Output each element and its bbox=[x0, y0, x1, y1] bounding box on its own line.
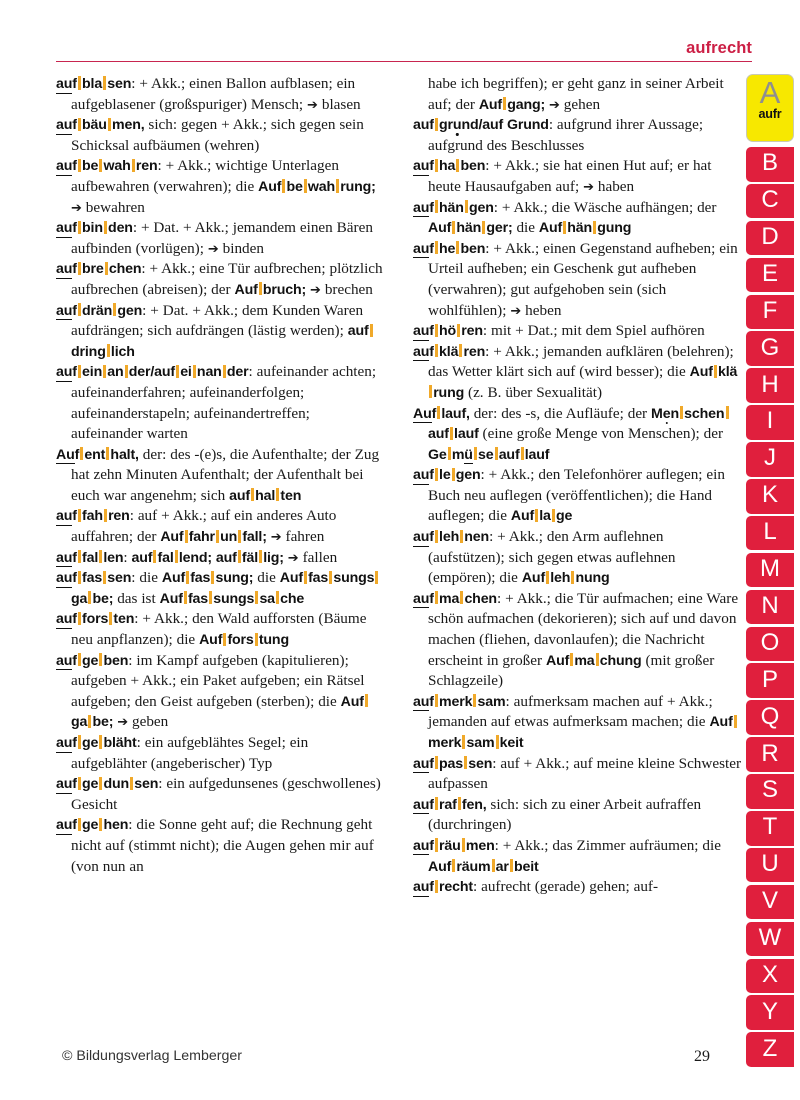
dictionary-entry: auf fal len: auf fal lend; auf fäl lig; ➔ fallen bbox=[56, 548, 338, 566]
alphabet-tab-h[interactable]: H bbox=[746, 368, 794, 403]
dictionary-entry: auf ma chen: + Akk.; die Tür aufmachen; eine Ware schön aufmachen (dekorieren); sich auf und davon machen (fliehen, davonlaufen); die Nachricht erscheint in großer Auf ma chung (mit großer Schlagzeile) bbox=[413, 589, 739, 690]
dictionary-entry: auf räu men: + Akk.; das Zimmer aufräumen; die Auf räum ar beit bbox=[413, 836, 721, 875]
alphabet-tab-p[interactable]: P bbox=[746, 663, 794, 698]
dictionary-entry: auf bäu men, sich: gegen + Akk.; sich gegen sein Schicksal aufbäumen (wehren) bbox=[56, 116, 364, 154]
running-head-label: aufrecht bbox=[686, 39, 752, 57]
alphabet-tab-q[interactable]: Q bbox=[746, 700, 794, 735]
page-footer bbox=[56, 1048, 752, 1072]
alphabet-tab-k[interactable]: K bbox=[746, 479, 794, 514]
dictionary-entry: auf hän gen: + Akk.; die Wäsche aufhängen; der Auf hän ger; die Auf hän gung bbox=[413, 198, 717, 237]
dictionary-entry: auf drän gen: + Dat. + Akk.; dem Kunden Waren aufdrängen; sich aufdrängen (lästig werden); aufdring lich bbox=[56, 301, 385, 363]
alphabet-tab-n[interactable]: N bbox=[746, 590, 794, 625]
alphabet-tab-l[interactable]: L bbox=[746, 516, 794, 551]
alphabet-tab-letter: A bbox=[759, 75, 781, 110]
alphabet-tab-v[interactable]: V bbox=[746, 885, 794, 920]
dictionary-entry: auf le gen: + Akk.; den Telefonhörer auflegen; ein Buch neu auflegen (veröffentlichen); die Hand auflegen; die Auf la ge bbox=[413, 466, 725, 525]
dictionary-entry: auf leh nen: + Akk.; den Arm auflehnen (aufstützen); sich gegen etwas auflehnen (empören); die Auf leh nung bbox=[413, 528, 676, 587]
alphabet-tab-sublabel: aufr bbox=[758, 106, 782, 121]
page-number: 29 bbox=[694, 1048, 710, 1065]
dictionary-entry: auf be wah ren: + Akk.; wichtige Unterlagen aufbewahren (verwahren); die Auf be wah rung; ➔ bewahren bbox=[56, 157, 376, 216]
dictionary-entry: auf ge dun sen: ein aufgedunsenes (geschwollenes) Gesicht bbox=[56, 775, 381, 813]
dictionary-entry: auf ha ben: + Akk.; sie hat einen Hut auf; er hat heute Hausaufgaben auf; ➔ haben bbox=[413, 157, 712, 195]
dictionary-entry: auf recht: aufrecht (gerade) gehen; auf- bbox=[413, 878, 659, 896]
alphabet-tab-y[interactable]: Y bbox=[746, 995, 794, 1030]
dictionary-entry: Auf ent halt, der: des -(e)s, die Aufenthalte; der Zug hat zehn Minuten Aufenthalt; der Aufenthalt bei euch war angenehm; sich auf hal ten bbox=[56, 445, 380, 504]
dictionary-columns bbox=[56, 74, 742, 1029]
alphabet-tab-t[interactable]: T bbox=[746, 811, 794, 846]
copyright-notice: © Bildungsverlag Lemberger bbox=[62, 1048, 243, 1064]
alphabet-tab-b[interactable]: B bbox=[746, 147, 794, 182]
entry-continuation: habe ich begriffen); er geht ganz in seiner Arbeit auf; der Auf gang; ➔ gehen bbox=[428, 75, 724, 113]
dictionary-entry: auf hö ren: mit + Dat.; mit dem Spiel aufhören bbox=[413, 322, 705, 340]
dictionary-entry: auf fah ren: auf + Akk.; auf ein anderes Auto auffahren; der Auf fahr un fall; ➔ fahren bbox=[56, 507, 337, 546]
right-column bbox=[413, 74, 742, 1029]
dictionary-entry: auf klä ren: + Akk.; jemanden aufklären (belehren); das Wetter klärt sich auf (wird besser); die Auf klärung (z. B. über Sexualität) bbox=[413, 342, 738, 401]
dictionary-entry: auf grund/auf Grund: aufgrund ihrer Aussage; aufgrund des Beschlusses bbox=[413, 116, 704, 154]
dictionary-entry: auf bre chen: + Akk.; eine Tür aufbrechen; plötzlich aufbrechen (abreisen); der Auf bruch; ➔ brechen bbox=[56, 260, 383, 298]
dictionary-entry: auf bin den: + Dat. + Akk.; jemandem einen Bären aufbinden (vorlügen); ➔ binden bbox=[56, 219, 373, 257]
dictionary-entry: auf raf fen, sich: sich zu einer Arbeit aufraffen (durchringen) bbox=[413, 795, 702, 834]
alphabet-tab-j[interactable]: J bbox=[746, 442, 794, 477]
alphabet-tab-o[interactable]: O bbox=[746, 627, 794, 662]
alphabet-tab-i[interactable]: I bbox=[746, 405, 794, 440]
left-column bbox=[56, 74, 385, 1029]
alphabet-tab-u[interactable]: U bbox=[746, 848, 794, 883]
alphabet-tab-e[interactable]: E bbox=[746, 258, 794, 293]
dictionary-entry: Auf lauf, der: des -s, die Aufläufe; der Men schenauf lauf (eine große Menge von Menschen); der Ge mü se auf lauf bbox=[413, 404, 742, 466]
alphabet-tab-m[interactable]: M bbox=[746, 553, 794, 588]
alphabet-tab-w[interactable]: W bbox=[746, 922, 794, 957]
alphabet-tab-r[interactable]: R bbox=[746, 737, 794, 772]
dictionary-entry: auf merk sam: aufmerksam machen auf + Akk.; jemanden auf etwas aufmerksam machen; die Aufmerk sam keit bbox=[413, 692, 742, 754]
dictionary-entry: auf ge hen: die Sonne geht auf; die Rechnung geht nicht auf (stimmt nicht); die Augen gehen mir auf (von nun an bbox=[56, 816, 374, 875]
dictionary-entry: auf pas sen: auf + Akk.; auf meine kleine Schwester aufpassen bbox=[413, 754, 742, 793]
dictionary-entry: auf bla sen: + Akk.; einen Ballon aufblasen; ein aufgeblasener (großspuriger) Mensch; ➔ blasen bbox=[56, 75, 361, 113]
header-rule bbox=[56, 61, 752, 62]
alphabet-tab-a-active[interactable] bbox=[746, 74, 794, 142]
dictionary-entry: auf ein an der/auf ei nan der: aufeinander achten; aufeinanderfahren; aufeinanderfolgen; aufeinanderstapeln; aufeinandertreffen; aufeinander warten bbox=[56, 363, 377, 443]
dictionary-entry: auf fas sen: die Auf fas sung; die Auf fas sungsga be; das ist Auf fas sungs sa che bbox=[56, 568, 385, 609]
dictionary-entry: auf ge ben: im Kampf aufgeben (kapitulieren); aufgeben + Akk.; ein Paket aufgeben; ein Rätsel aufgeben; den Geist aufgeben (sterben); die Aufga be; ➔ geben bbox=[56, 651, 385, 733]
alphabet-tab-f[interactable]: F bbox=[746, 295, 794, 330]
alphabet-tab-strip[interactable] bbox=[746, 74, 794, 1069]
alphabet-tab-c[interactable]: C bbox=[746, 184, 794, 219]
running-head bbox=[56, 36, 752, 62]
alphabet-tab-s[interactable]: S bbox=[746, 774, 794, 809]
alphabet-tab-x[interactable]: X bbox=[746, 959, 794, 994]
alphabet-tab-z[interactable]: Z bbox=[746, 1032, 794, 1067]
dictionary-entry: auf fors ten: + Akk.; den Wald aufforsten (Bäume neu anpflanzen); die Auf fors tung bbox=[56, 610, 367, 649]
dictionary-entry: auf he ben: + Akk.; einen Gegenstand aufheben; ein Urteil aufheben; ein Geschenk gut aufheben (verwahren); gut aufgehoben sein (sich wohlfühlen); ➔ heben bbox=[413, 239, 738, 319]
alphabet-tab-g[interactable]: G bbox=[746, 331, 794, 366]
alphabet-tab-d[interactable]: D bbox=[746, 221, 794, 256]
dictionary-entry: auf ge bläht: ein aufgeblähtes Segel; ein aufgeblähter (angeberischer) Typ bbox=[56, 734, 309, 772]
